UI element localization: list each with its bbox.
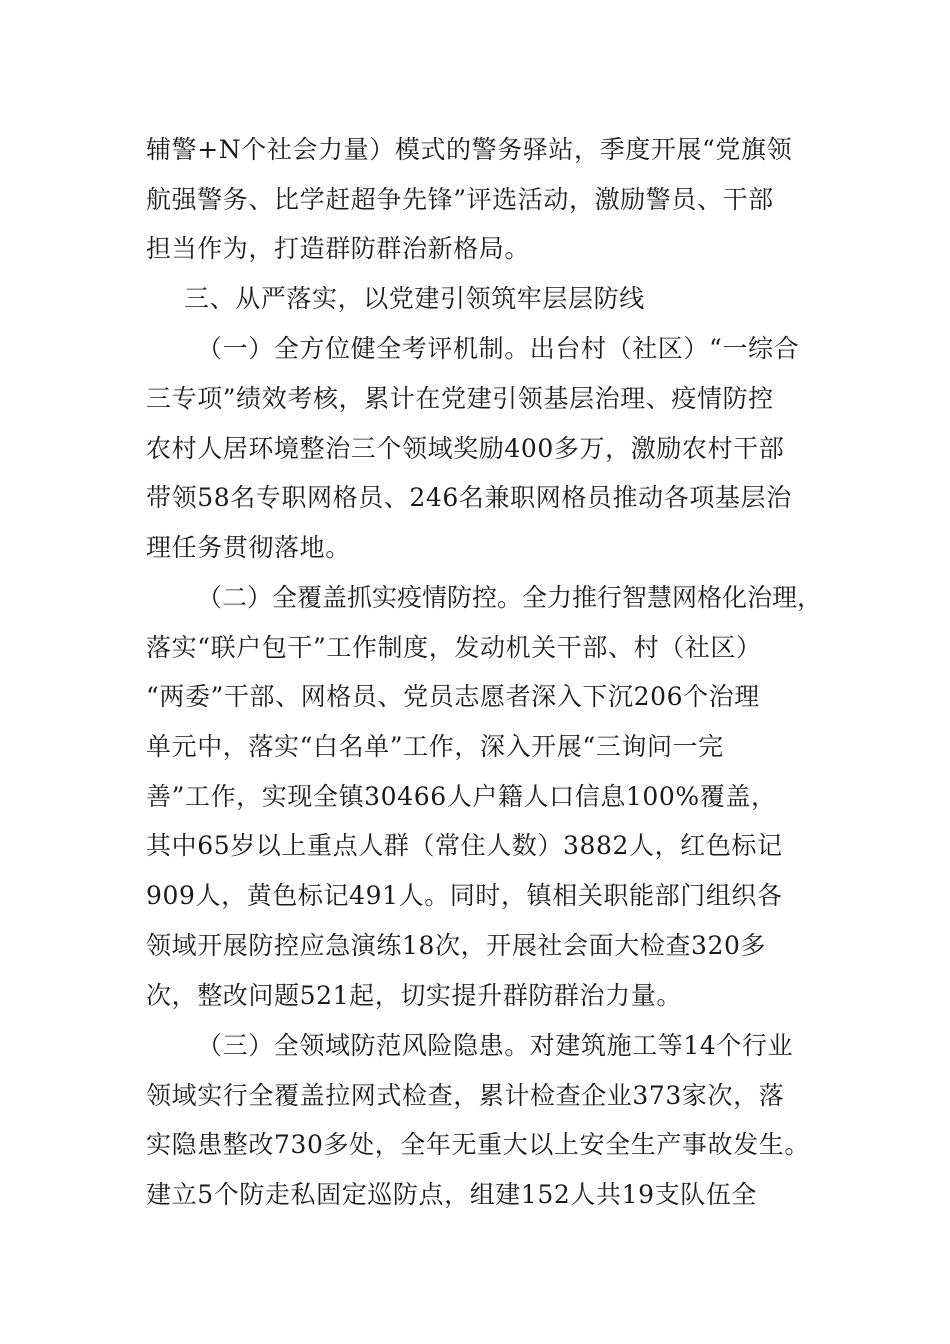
text-line: 农村人居环境整治三个领域奖励400多万，激励农村干部: [146, 434, 785, 463]
text-line: 带领58名专职网格员、246名兼职网格员推动各项基层治: [146, 483, 792, 512]
text-line: 善”工作，实现全镇30466人户籍人口信息100%覆盖，: [146, 782, 777, 811]
text-line: （一）全方位健全考评机制。出台村（社区）“一综合: [197, 334, 800, 363]
section-heading: 三、从严落实，以党建引领筑牢层层防线: [184, 284, 645, 313]
text-line: 建立5个防走私固定巡防点，组建152人共19支队伍全: [146, 1180, 758, 1209]
text-line: （三）全领域防范风险隐患。对建筑施工等14个行业: [197, 1031, 794, 1060]
text-line: 航强警务、比学赶超争先锋”评选活动，激励警员、干部: [146, 185, 774, 214]
text-line: （二）全覆盖抓实疫情防控。全力推行智慧网格化治理，: [197, 583, 823, 612]
text-line: 三专项”绩效考核，累计在党建引领基层治理、疫情防控: [146, 384, 774, 413]
text-line: 单元中，落实“白名单”工作，深入开展“三询问一完: [146, 732, 724, 761]
text-line: 909人，黄色标记491人。同时，镇相关职能部门组织各: [146, 881, 783, 910]
text-line: 担当作为，打造群防群治新格局。: [146, 234, 531, 263]
text-line: 落实“联户包干”工作制度，发动机关干部、村（社区）: [146, 633, 762, 662]
text-line: 次，整改问题521起，切实提升群防群治力量。: [146, 981, 682, 1010]
text-line: “两委”干部、网格员、党员志愿者深入下沉206个治理: [146, 682, 760, 711]
text-line: 辅警+N个社会力量）模式的警务驿站，季度开展“党旗领: [146, 135, 793, 164]
text-line: 实隐患整改730多处，全年无重大以上安全生产事故发生。: [146, 1130, 810, 1159]
text-line: 其中65岁以上重点人群（常住人数）3882人，红色标记: [146, 831, 783, 860]
text-line: 领域实行全覆盖拉网式检查，累计检查企业373家次，落: [146, 1081, 785, 1110]
text-line: 理任务贯彻落地。: [146, 533, 351, 562]
text-line: 领域开展防控应急演练18次，开展社会面大检查320多: [146, 931, 767, 960]
